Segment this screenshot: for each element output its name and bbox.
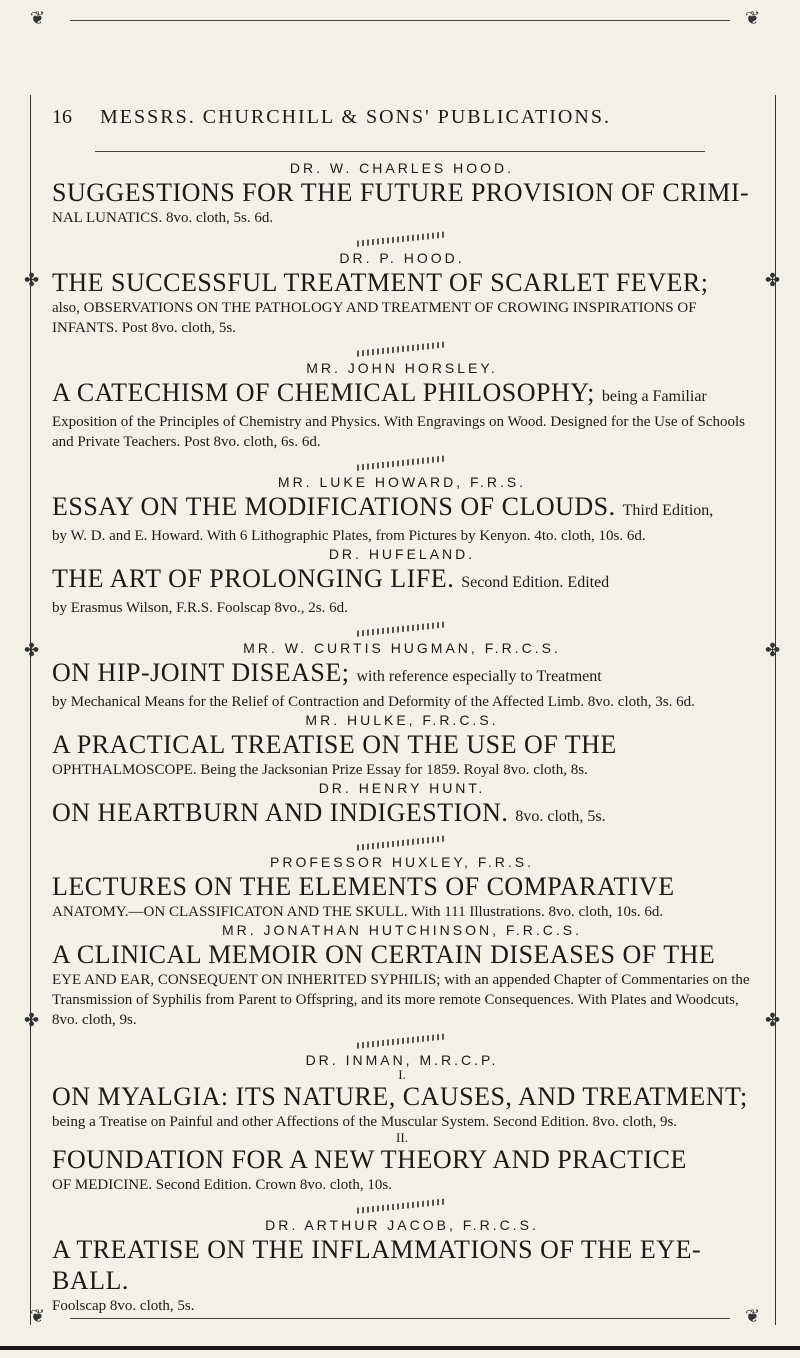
entry-title-rest: 8vo. cloth, 5s. (515, 808, 606, 825)
page-bottom-edge (0, 1346, 800, 1350)
corner-ornament-icon: ❦ (30, 1306, 46, 1327)
corner-ornament-icon: ❦ (30, 8, 46, 29)
entry-description: OPHTHALMOSCOPE. Being the Jacksonian Prize Essay for 1859. Royal 8vo. cloth, 8s. (52, 762, 588, 778)
entry-title: A PRACTICAL TREATISE ON THE USE OF THE (52, 730, 617, 759)
entry-author: MR. LUKE HOWARD, F.R.S. (277, 474, 527, 490)
entry-description: by Mechanical Means for the Relief of Contraction and Deformity of the Affected Limb. 8vo. cloth, 3s. 6d. (52, 694, 695, 710)
entry-title: ON MYALGIA: ITS NATURE, CAUSES, AND TREATMENT; (52, 1082, 748, 1111)
entry-title (52, 377, 752, 412)
entry-description: Foolscap 8vo. cloth, 5s. (52, 1298, 195, 1314)
entry-title-rest: with reference especially to Treatment (356, 668, 602, 685)
entry-title-rest: being a Familiar (601, 388, 707, 405)
entry-divider (357, 835, 447, 850)
top-ornamental-rule (70, 20, 730, 21)
entry-title: A CLINICAL MEMOIR ON CERTAIN DISEASES OF THE (52, 940, 716, 969)
entry-title: A TREATISE ON THE INFLAMMATIONS OF THE EYE-BALL. (52, 1235, 702, 1295)
side-ornament-icon: ✤ (24, 1010, 40, 1031)
entry-title: FOUNDATION FOR A NEW THEORY AND PRACTICE (52, 1145, 687, 1174)
catalogue-entry (52, 640, 752, 712)
entry-divider (357, 455, 447, 470)
entry-description: by W. D. and E. Howard. With 6 Lithographic Plates, from Pictures by Kenyon. 4to. cloth, 10s. 6d. (52, 528, 646, 544)
entry-description: ANATOMY.—ON CLASSIFICATON AND THE SKULL. With 111 Illustrations. 8vo. cloth, 10s. 6d. (52, 904, 664, 920)
entry-author: DR. ARTHUR JACOB, F.R.C.S. (265, 1217, 539, 1233)
entry-author: DR. INMAN, M.R.C.P. (305, 1052, 499, 1068)
catalogue-entry (52, 250, 752, 338)
entry-author: MR. JOHN HORSLEY. (306, 360, 498, 376)
corner-ornament-icon: ❦ (745, 8, 761, 29)
entry-description: Exposition of the Principles of Chemistry and Physics. With Engravings on Wood. Designed for the Use of Schools and Private Teachers. Post 8vo. cloth, 6s. 6d. (52, 414, 745, 450)
entry-divider (357, 1033, 447, 1048)
catalogue-entry (52, 854, 752, 922)
side-ornament-icon: ✤ (765, 270, 781, 291)
entry-author: DR. P. HOOD. (339, 250, 465, 266)
entry-title-main: ESSAY ON THE MODIFICATIONS OF CLOUDS. (52, 492, 616, 521)
bottom-ornamental-rule (70, 1318, 730, 1319)
catalogue-entry (52, 474, 752, 546)
entry-title: THE SUCCESSFUL TREATMENT OF SCARLET FEVER; (52, 268, 709, 297)
entry-author: PROFESSOR HUXLEY, F.R.S. (270, 854, 534, 870)
entry-title-rest: Second Edition. Edited (461, 574, 610, 591)
entry-description: also, OBSERVATIONS ON THE PATHOLOGY AND TREATMENT OF CROWING INSPIRATIONS OF INFANTS. Post 8vo. cloth, 5s. (52, 300, 697, 336)
catalogue-entry (52, 1132, 752, 1195)
catalogue-entry (52, 712, 752, 780)
entry-title-rest: Third Edition, (622, 502, 714, 519)
entry-numeral: I. (398, 1067, 406, 1082)
entry-divider (357, 341, 447, 356)
entry-description: being a Treatise on Painful and other Affections of the Muscular System. Second Edition. 8vo. cloth, 9s. (52, 1114, 678, 1130)
entry-title: SUGGESTIONS FOR THE FUTURE PROVISION OF CRIMI- (52, 178, 750, 207)
catalogue-entry (52, 160, 752, 228)
entry-title-main: ON HIP-JOINT DISEASE; (52, 658, 350, 687)
side-ornament-icon: ✤ (24, 640, 40, 661)
catalogue-entry (52, 1052, 752, 1132)
entry-divider (357, 1198, 447, 1213)
catalogue-entries (52, 160, 752, 1316)
entry-title-main: THE ART OF PROLONGING LIFE. (52, 564, 455, 593)
page-number: 16 (52, 106, 72, 128)
entry-author: MR. JONATHAN HUTCHINSON, F.R.C.S. (221, 922, 583, 938)
entry-author: MR. HULKE, F.R.C.S. (305, 712, 499, 728)
entry-description: by Erasmus Wilson, F.R.S. Foolscap 8vo., 2s. 6d. (52, 600, 348, 616)
entry-numeral: II. (396, 1130, 408, 1145)
entry-description: OF MEDICINE. Second Edition. Crown 8vo. cloth, 10s. (52, 1177, 392, 1193)
page-header (52, 106, 752, 136)
header-rule (95, 151, 705, 152)
entry-description: EYE AND EAR, CONSEQUENT ON INHERITED SYPHILIS; with an appended Chapter of Commentaries on the Transmission of Syphilis from Parent to Offspring, and its more remote Consequences. With Plates and Woodcuts, 8vo. cloth, 9s. (52, 972, 750, 1028)
entry-title-main: A CATECHISM OF CHEMICAL PHILOSOPHY; (52, 378, 595, 407)
entry-title-main: ON HEARTBURN AND INDIGESTION. (52, 798, 509, 827)
entry-divider (357, 621, 447, 636)
entry-title (52, 491, 752, 526)
side-ornament-icon: ✤ (765, 1010, 781, 1031)
entry-title (52, 657, 752, 692)
catalogue-entry (52, 1217, 752, 1316)
catalogue-entry (52, 922, 752, 1030)
entry-title (52, 563, 752, 598)
entry-author: DR. HUFELAND. (328, 546, 476, 562)
catalogue-entry (52, 360, 752, 452)
side-ornament-icon: ✤ (24, 270, 40, 291)
entry-title (52, 797, 752, 832)
entry-author: DR. HENRY HUNT. (318, 780, 486, 796)
entry-author: DR. W. CHARLES HOOD. (289, 160, 515, 176)
entry-title: LECTURES ON THE ELEMENTS OF COMPARATIVE (52, 872, 675, 901)
side-ornament-icon: ✤ (765, 640, 781, 661)
corner-ornament-icon: ❦ (745, 1306, 761, 1327)
entry-author: MR. W. CURTIS HUGMAN, F.R.C.S. (243, 640, 561, 656)
catalogue-entry (52, 546, 752, 618)
entry-description: NAL LUNATICS. 8vo. cloth, 5s. 6d. (52, 210, 274, 226)
running-head: MESSRS. CHURCHILL & SONS' PUBLICATIONS. (100, 106, 611, 128)
entry-divider (357, 231, 447, 246)
catalogue-entry (52, 780, 752, 832)
